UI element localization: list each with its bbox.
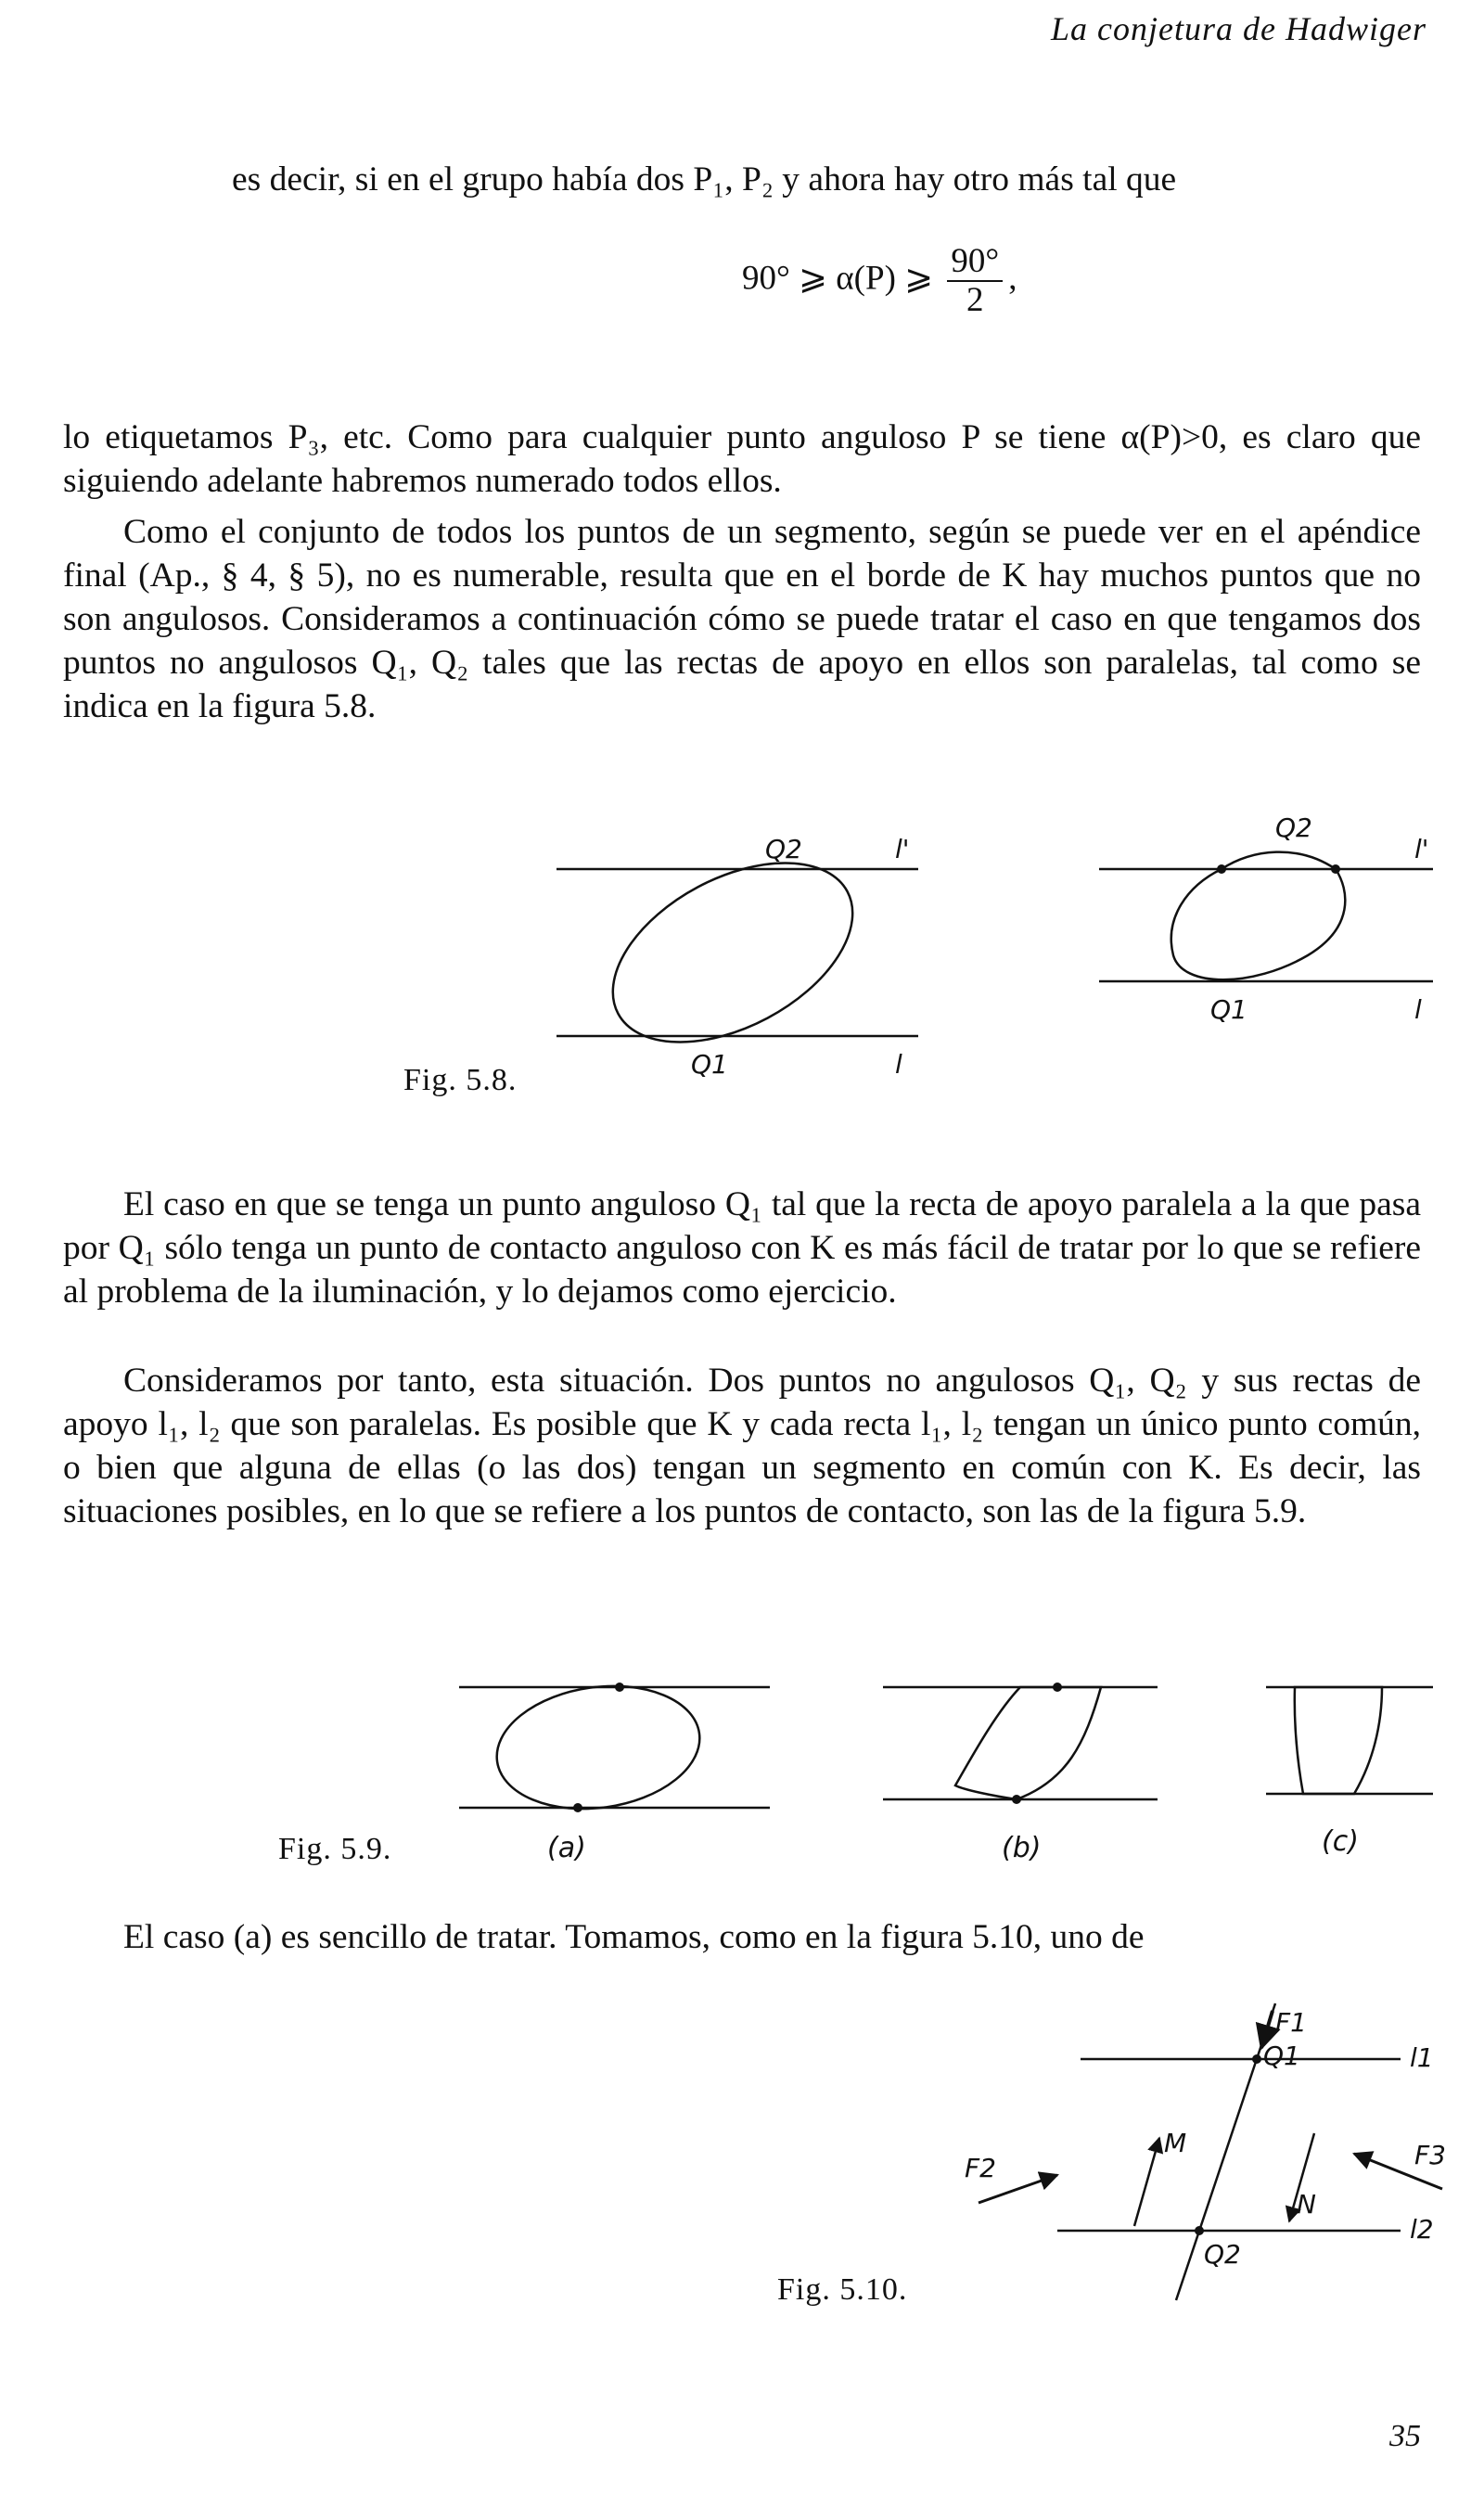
label-l-prime-right: l' [1414, 834, 1429, 864]
running-head: La conjetura de Hadwiger [1051, 10, 1426, 47]
paragraph-5: Consideramos por tanto, esta situación. Dos puntos no angulosos Q₁, Q₂ y sus rectas de apoyo l₁, l₂ que son paralelas. Es posible que K y cada recta l₁, l₂ tengan un único punto común, o bien que alguna de ellas (o las dos) tengan un segmento en común con K. Es decir, las situaciones posibles, en lo que se refiere a los puntos de contacto, son las de la figura 5.9. [63, 1362, 1421, 1530]
label-q2-left: Q2 [765, 834, 802, 864]
caption-fig-5-10: Fig. 5.10. [777, 2272, 908, 2307]
arrow-m [1134, 2138, 1159, 2226]
label-f3: F3 [1414, 2140, 1446, 2170]
caption-fig-5-8: Fig. 5.8. [403, 1063, 518, 1097]
label-f1: F1 [1275, 2007, 1307, 2038]
label-l-left: l [895, 1049, 902, 1080]
formula-numerator: 90° [947, 243, 1003, 282]
formula-fraction [947, 243, 1003, 319]
label-q1-left: Q1 [691, 1049, 728, 1080]
contact-bottom-b [1012, 1795, 1021, 1804]
contact-bottom-a [573, 1803, 582, 1812]
figure-5-8 [0, 813, 1484, 1094]
contact-top-a [615, 1683, 624, 1692]
contact-top-b [1053, 1683, 1062, 1692]
sublabel-c: (c) [1322, 1825, 1359, 1858]
display-formula [742, 243, 1017, 319]
label-l1: l1 [1410, 2042, 1434, 2073]
label-q1: Q1 [1263, 2041, 1300, 2071]
formula-lhs: 90° ⩾ α(P) ⩾ [742, 259, 934, 298]
convex-body-b [955, 1687, 1101, 1799]
sublabel-a: (a) [547, 1832, 586, 1864]
point-q1 [1252, 2054, 1261, 2064]
label-l2: l2 [1410, 2214, 1434, 2245]
label-n: N [1297, 2189, 1316, 2220]
label-q2-right: Q2 [1275, 813, 1312, 843]
contact-point-b [1331, 864, 1340, 874]
figure-5-9 [0, 1670, 1484, 1827]
label-q1-right: Q1 [1210, 994, 1247, 1025]
paragraph-3: Como el conjunto de todos los puntos de un segmento, según se puede ver en el apéndice final (Ap., § 4, § 5), no es numerable, resulta que en el borde de K hay muchos puntos que no son angulosos. Consideramos a continuación cómo se puede tratar el caso en que tengamos dos puntos no angulosos Q₁, Q₂ tales que las rectas de apoyo en ellos son paralelas, tal como se indica en la figura 5.8. [63, 513, 1421, 725]
sublabel-b: (b) [1002, 1832, 1042, 1864]
paragraph-4: El caso en que se tenga un punto anguloso Q₁ tal que la recta de apoyo paralela a la que pasa por Q₁ sólo tenga un punto de contacto anguloso con K es más fácil de tratar por lo que se refiere al problema de la iluminación, y lo dejamos como ejercicio. [63, 1185, 1421, 1311]
formula-trail: , [1008, 259, 1017, 298]
label-m: M [1164, 2128, 1187, 2158]
paragraph-2: lo etiquetamos P₃, etc. Como para cualquier punto anguloso P se tiene α(P)>0, es claro que siguiendo adelante habremos numerado todos ellos. [63, 418, 1421, 500]
convex-body-right [1171, 852, 1346, 980]
convex-body-left [583, 826, 882, 1080]
paragraph-1: es decir, si en el grupo había dos P₁, P₂ y ahora hay otro más tal que [232, 160, 1177, 198]
point-q2 [1195, 2226, 1204, 2235]
convex-body-c [1295, 1687, 1382, 1794]
contact-point-a [1217, 864, 1226, 874]
formula-denominator: 2 [966, 281, 984, 319]
paragraph-6: El caso (a) es sencillo de tratar. Tomamos, como en la figura 5.10, uno de [123, 1918, 1145, 1956]
label-l-right: l [1414, 994, 1422, 1025]
page-number: 35 [1389, 2419, 1421, 2453]
label-q2: Q2 [1204, 2239, 1241, 2270]
caption-fig-5-9: Fig. 5.9. [278, 1832, 392, 1866]
label-f2: F2 [965, 2153, 996, 2183]
convex-body-a [489, 1673, 708, 1821]
figure-5-10 [0, 1994, 1484, 2310]
label-l-prime-left: l' [895, 834, 910, 864]
